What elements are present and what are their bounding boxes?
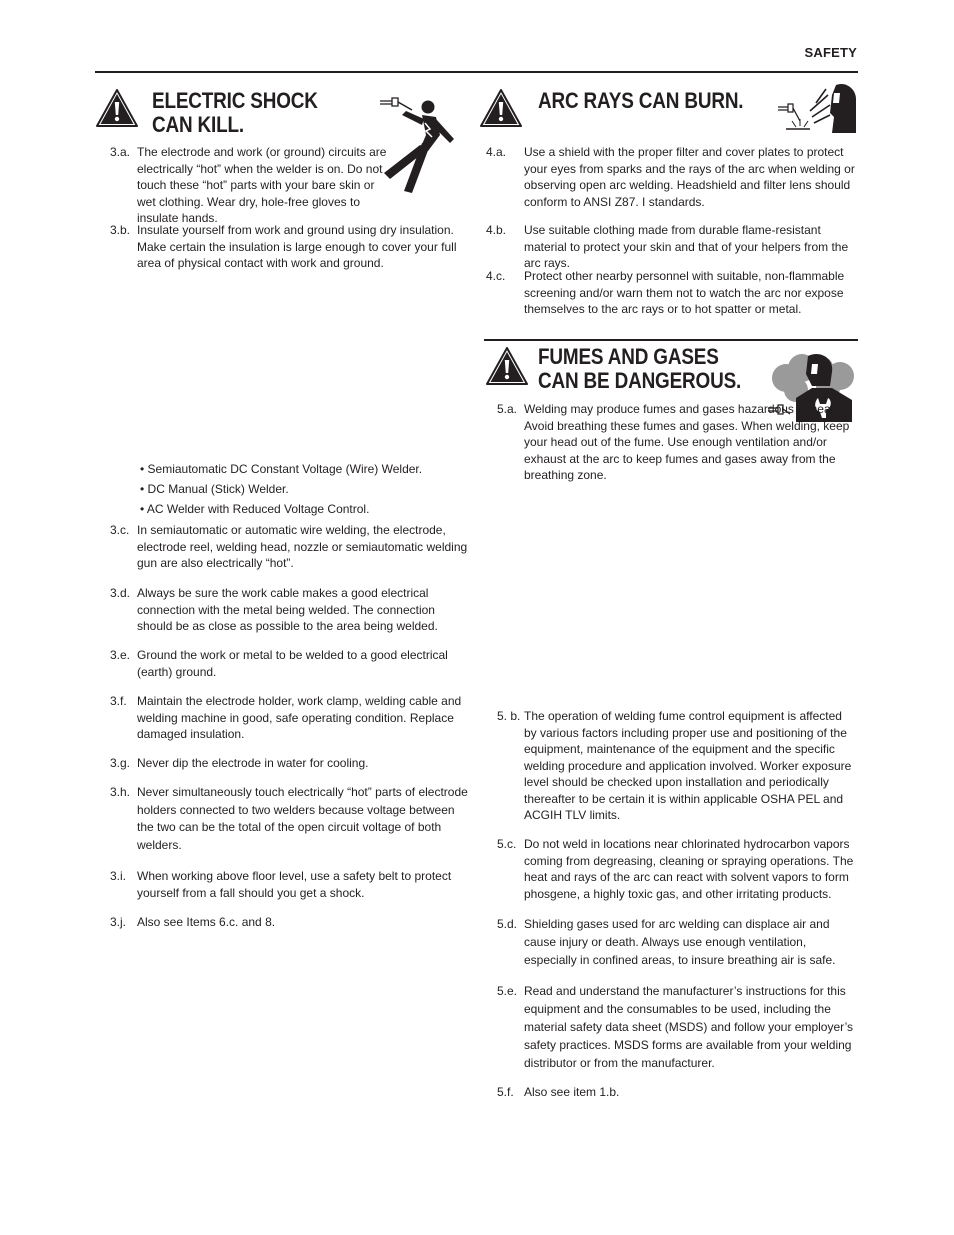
- fumes-heading: FUMES AND GASES CAN BE DANGEROUS.: [538, 344, 742, 393]
- top-divider: [95, 71, 858, 73]
- electric-shock-person-icon: [378, 95, 462, 203]
- bullet-item: • AC Welder with Reduced Voltage Control.: [140, 502, 370, 516]
- electric-shock-heading: ELECTRIC SHOCK CAN KILL.: [152, 88, 318, 137]
- bullet-item: • DC Manual (Stick) Welder.: [140, 482, 289, 496]
- fumes-divider: [484, 339, 858, 341]
- arc-rays-welder-icon: [776, 81, 858, 135]
- warning-triangle-icon: [485, 346, 529, 386]
- section-label: SAFETY: [804, 45, 857, 60]
- arc-rays-heading: ARC RAYS CAN BURN.: [538, 88, 744, 113]
- warning-triangle-icon: [479, 88, 523, 128]
- warning-triangle-icon: [95, 88, 139, 128]
- bullet-item: • Semiautomatic DC Constant Voltage (Wire) Welder.: [140, 462, 423, 476]
